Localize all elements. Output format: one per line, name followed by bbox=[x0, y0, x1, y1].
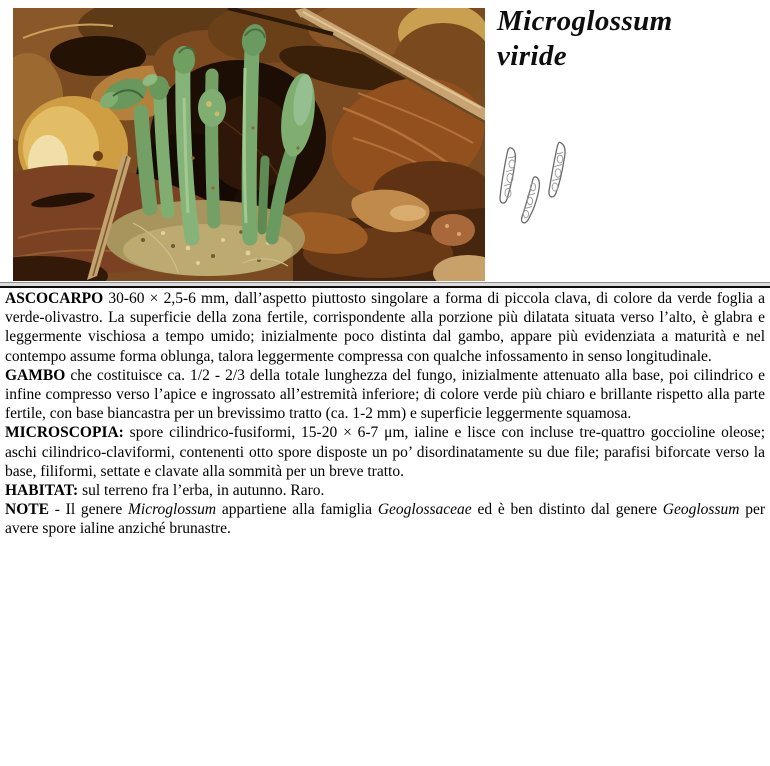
paragraph-habitat: HABITAT: sul terreno fra l’erba, in autunno. Raro. bbox=[5, 482, 325, 500]
species-photo-illustration bbox=[13, 8, 485, 281]
description-text bbox=[5, 289, 765, 539]
species-title bbox=[497, 4, 673, 74]
paragraph-microscopia: MICROSCOPIA: spore cilindrico-fusiformi, 15-20 × 6-7 μm, ialine e lisce con incluse tre-quattro goccioline oleose; aschi cilindrico-claviformi, contenenti otto spore disposte un po’ disordinatamente su due file; parafisi biforcate verso la base, filiformi, settate e clavate alla sommità per un breve tratto. bbox=[5, 424, 765, 480]
paragraph-gambo: GAMBO che costituisce ca. 1/2 - 2/3 della totale lunghezza del fungo, inizialmente attenuato alla base, poi cilindrico e infine compresso verso l’apice e ingrossato all’estremità inferiore; di colore verde più chiaro e brillante rispetto alla parte fertile, con base biancastra per un brevissimo tratto (ca. 1-2 mm) e superficie leggermente squamosa. bbox=[5, 366, 765, 423]
spore-drawing bbox=[498, 139, 574, 231]
spore-illustration bbox=[498, 139, 574, 231]
paragraph-ascocarpo: ASCOCARPO 30-60 × 2,5-6 mm, dall’aspetto piuttosto singolare a forma di piccola clava, di colore da verde foglia a verde-olivastro. La superficie della zona fertile, corrispondente alla porzione più dilatata situata verso l’alto, è glabra e leggermente vischiosa a tempo umido; inizialmente poco distinta dal gambo, appare più evidenziata a maturità e nel contempo assume forma oblunga, talora leggermente compressa con qualche infossamento in senso longitudinale. bbox=[5, 290, 765, 365]
genus-name: Microglossum bbox=[497, 5, 673, 37]
species-epithet: viride bbox=[497, 40, 568, 72]
species-photo bbox=[13, 8, 485, 281]
separator-rule bbox=[0, 282, 770, 288]
paragraph-note: NOTE - Il genere Microglossum appartiene alla famiglia Geoglossaceae ed è ben distinto dal genere Geoglossum per avere spore ialine anziché brunastre. bbox=[5, 501, 765, 538]
